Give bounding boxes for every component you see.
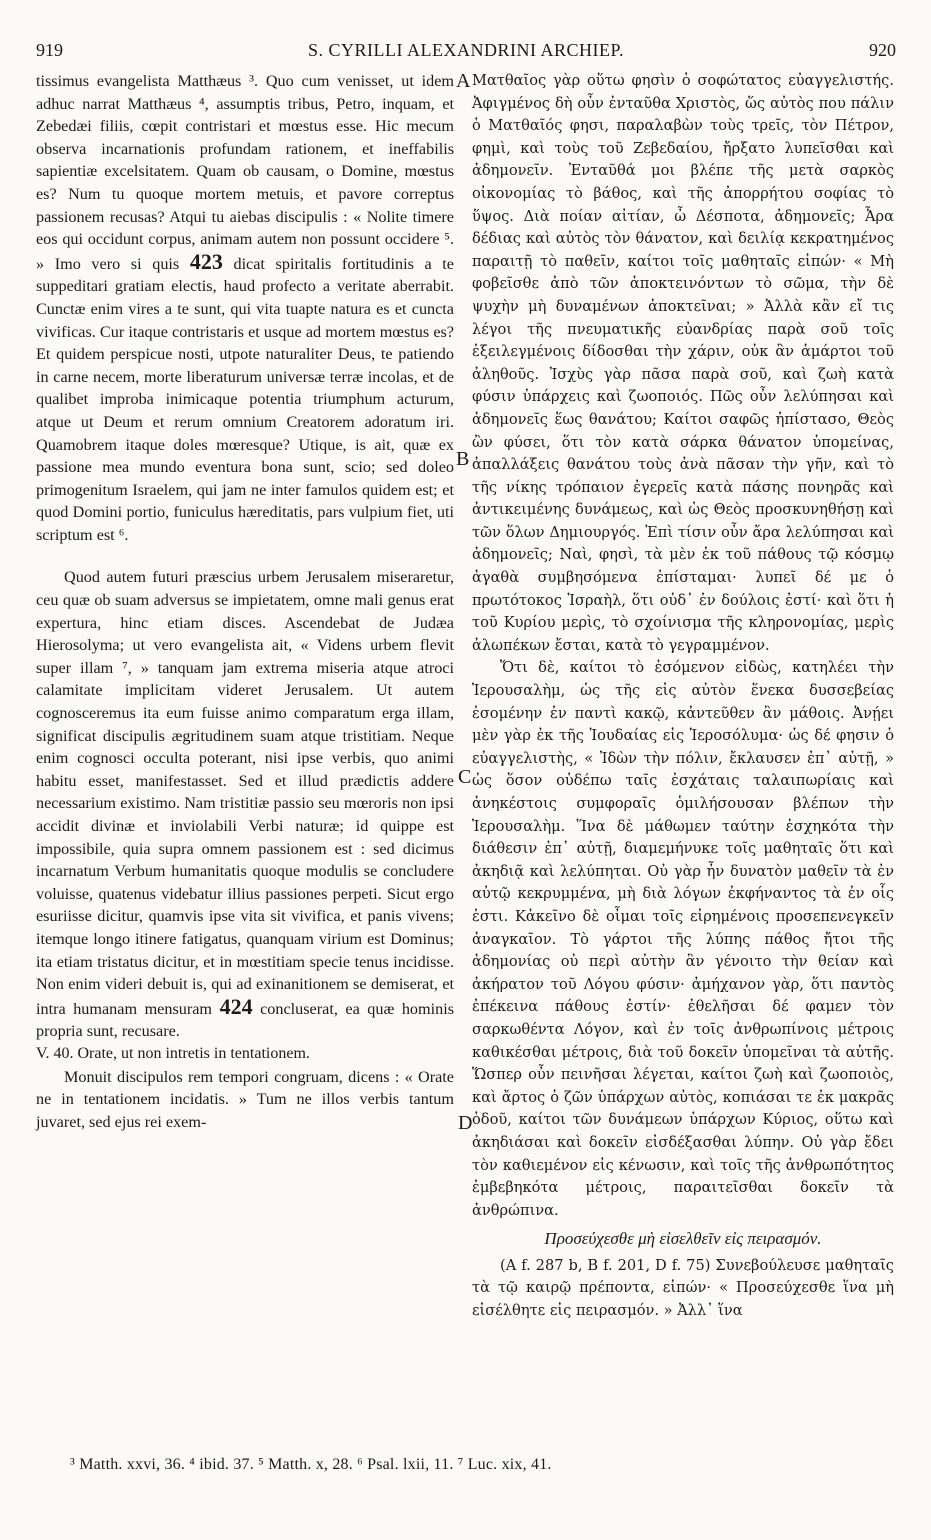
footnotes: ³ Matth. xxvi, 36. ⁴ ibid. 37. ⁵ Matth. x, 28. ⁶ Psal. lxii, 11. ⁷ Luc. xix, 41. <box>70 1456 552 1473</box>
greek-paragraph-2: Ὅτι δὲ, καίτοι τὸ ἐσόμενον εἰδὼς, κατηλέει τὴν Ἱερουσαλὴμ, ὡς τῆς εἰς αὐτὸν ἕνεκα δυσσεβείας ἐσομένην ἐν παντὶ κακῷ, κἀντεῦθεν ἂν μάθοις. Ἀνῄει μὲν γὰρ ἐκ τῆς Ἰουδαίας εἰς Ἱεροσόλυμα· ὡς δέ φησιν ὁ εὐαγγελιστὴς, « Ἰδὼν τὴν πόλιν, ἔκλαυσεν ἐπ᾽ αὐτῇ, » ὡς ὅσον οὐδέπω ταῖς ἐσχάταις ταλαιπωρίαις καὶ ἀνηκέστοις συμφοραῖς ὁμιλήσουσαν βλέπων τὴν Ἱερουσαλὴμ. Ἵνα δὲ μάθωμεν ταύτην ἐσχηκότα τὴν διάθεσιν ἐπ᾽ αὐτῇ, διαμεμήνυκε τοῖς μαθηταῖς ὅτι καὶ ἀκηδιᾷ καὶ λελύπηται. Οὐ γὰρ ἦν δυνατὸν μαθεῖν τὰ ἐν αὐτῷ κεκρυμμένα, μὴ διὰ λόγων ἐκφήναντος τὰ ἐν οἷς ἐστι. Κἀκεῖνο δὲ οἶμαι τοῖς εἰρημένοις προσεπενεγκεῖν ἀναγκαῖον. Τὸ γάρτοι τῆς λύπης πάθος ἤτοι τῆς ἀδημονίας οὐ περὶ αὐτὴν ἂν γένοιτο τὴν θείαν καὶ ἀκήρατον τοῦ Λόγου φύσιν· ἀμήχανον γὰρ, ὅτι παντὸς ἐπέκεινα πάθους ἐστίν· ἐθελῆσαι δέ φαμεν τὸν σαρκωθέντα Λόγον, καὶ ἐν τοῖς ἀνθρωπίνοις μέτροις καθικέσθαι μέτροις, διὰ τοῦ δοκεῖν ὑπομεῖναι τὰ αὐτῆς. Ὥσπερ οὖν πεινῆσαι λέγεται, καίτοι ζωὴ καὶ ζωοποιὸς, καὶ ἄρτος ὁ ζῶν ὑπάρχων αὐτὸς, κοπιάσαι τε ἐκ μακρᾶς ὁδοῦ, καίτοι τῶν δυνάμεων ὑπάρχων Κύριος, οὕτω καὶ ἀκηδιάσαι καὶ δοκεῖν εἰσδέξασθαι λύπην. Οὐ γὰρ ἔδει τὸν καθιεμένον εἰς κένωσιν, καὶ τοῖς τῆς ἀνθρωπότητος ἐμβεβηκότα μέτροις, παραιτεῖσθαι δοκεῖν τὰ ἀνθρώπινα. <box>472 659 894 1219</box>
latin-paragraph-2-part-a: Quod autem futuri præscius urbem Jerusalem miseraretur, ceu quæ ob suam adversus se impietatem, omne mali genus erat expertura, hinc etiam disces. Ascendebat de Judæa Hierosolyma; ut vero evangelista ait, « Videns urbem flevit super illam ⁷, » tanquam jam extrema miseria atque atroci calamitate implicitam videret Jerusalem. Ut autem cognosceremus ita eum fuisse animo comparatum erga illam, significat discipulis ægritudinem suam atque tristitiam. Neque enim cognosci occulta poterant, nisi ipse verbis, quo animi habitu esset, manifestasset. Sed et illud prædictis addere necessarium existimo. Nam tristitiæ passio seu mœroris non ipsi accidit divinæ et inviolabili Verbi naturæ; id quippe est impossibile, quia supra omnem passionem est : sed dicimus incarnatum Verbum humanitatis quoque modulis se concludere voluisse, quatenus videbatur illius passiones perpeti. Sicut ergo esuriisse dicitur, quamvis ipse vita sit vivifica, et panis vivens; itemque longo itinere fatigatus, quanquam virium est Dominus; ita etiam tristatus dicitur, et in mœstitiam specie tenus incidisse. Non enim videri debuit is, qui ad exinanitionem se demiserat, et intra humanam mensuram <box>36 568 454 1018</box>
greek-verse-heading: Προσεύχεσθε μὴ εἰσελθεῖν εἰς πειρασμόν. <box>544 1229 822 1249</box>
edition-page-mark-423: 423 <box>189 248 223 274</box>
greek-column <box>472 70 894 1323</box>
right-page-number: 920 <box>869 40 896 60</box>
margin-letter-c: C <box>458 766 472 788</box>
margin-letter-b: B <box>456 448 470 470</box>
margin-letter-d: D <box>458 1112 473 1134</box>
left-page-number: 919 <box>36 40 63 60</box>
latin-paragraph-1-part-a: tissimus evangelista Matthæus ³. Quo cum venisset, ut idem adhuc narrat Matthæus ⁴, assumptis tribus, Petro, inquam, et Zebedæi filiis, cœpit contristari et mœstus esse. Hic mecum observa incarnationis profundam rationem, et ineffabilis sapientiæ excelsitatem. Quam ob causam, o Domine, mœstus es? Num tu quoque mortem metuis, et pavore correptus passionem recusas? Atqui tu aiebas discipulis : « Nolite timere eos qui occidunt corpus, animam autem non possunt occidere ⁵. » Imo vero si quis <box>36 72 454 273</box>
margin-letter-a: A <box>456 70 471 92</box>
page-header <box>36 40 896 66</box>
latin-paragraph-1 <box>36 70 454 546</box>
greek-paragraph-3: (A f. 287 b, B f. 201, D f. 75) Συνεβούλευσε μαθηταῖς τὰ τῷ καιρῷ πρέποντα, εἰπών· « Προσεύχεσθε ἵνα μὴ εἰσέλθητε εἰς πειρασμόν. » Ἀλλ᾽ ἵνα <box>472 1256 894 1320</box>
greek-paragraph-1: Ματθαῖος γὰρ οὕτω φησὶν ὁ σοφώτατος εὐαγγελιστής. Ἀφιγμένος δὴ οὖν ἐνταῦθα Χριστὸς, ὥς αὐτὸς που πάλιν ὁ Ματθαῖός φησι, παραλαβὼν τοὺς τρεῖς, τὸν Πέτρον, φημὶ, καὶ τοὺς τοῦ Ζεβεδαίου, ἤρξατο λυπεῖσθαι καὶ ἀδημονεῖν. Ἐνταῦθά μοι βλέπε τῆς μετὰ σαρκὸς οἰκονομίας τὸ βάθος, καὶ τῆς ἀπορρήτου σοφίας τὸ ὕψος. Διὰ ποίαν αἰτίαν, ὦ Δέσποτα, ἀδημονεῖς; Ἆρα δέδιας καὶ αὐτὸς τὸν θάνατον, καὶ δειλίᾳ κεκρατημένος παραιτῇ τὸ παθεῖν, καίτοι τοῖς μαθηταῖς εἰπών· « Μὴ φοβεῖσθε ἀπὸ τῶν ἀποκτεινόντων τὸ σῶμα, τὴν δὲ ψυχὴν μὴ δυναμένων ἀποκτεῖναι; » Ἀλλὰ κἂν εἴ τις λέγοι τῆς πνευματικῆς εὐανδρίας παρὰ σοῦ τοῖς ἐξειλεγμένοις δίδοσθαι τὴν χάριν, οὐκ ἂν ἁμάρτοι τοῦ ἀληθοῦς. Ἰσχὺς γὰρ πᾶσα παρὰ σοῦ, καὶ ζωὴ κατὰ φύσιν ὑπάρχεις καὶ ζωοποιός. Πῶς οὖν λελύπησαι καὶ ἀδημονεῖς ἕως θανάτου; Καίτοι σαφῶς ἠπίστασο, Θεὸς ὢν φύσει, ὅτι τὸν κατὰ σάρκα θάνατον ὑπομείνας, ἀπαλλάξεις θανάτου τοὺς ἀνὰ πᾶσαν τὴν γῆν, καὶ τὸ τῆς νίκης τρόπαιον ἐγερεῖς κατὰ πάσης πονηρᾶς καὶ ἀντικειμένης δυνάμεως, καὶ ὡς Θεὸς προσκυνηθήσῃ καὶ τῶν ὅλων Δημιουργός. Ἐπὶ τίσιν οὖν ἄρα λελύπησαι καὶ ἀδημονεῖς; Ναὶ, φησὶ, τὰ μὲν ἐκ τοῦ πάθους τῷ κόσμῳ ἀγαθὰ συμβησόμενα ἐπίσταμαι· λυπεῖ δέ με ὁ πρωτότοκος Ἰσραὴλ, ὅτι οὐδ᾽ ἐν δούλοις ἐστί· καὶ ὅτι ἡ τοῦ Κυρίου μερὶς, τὸ σχοίνισμα τῆς κληρονομίας, μερὶς ἀλωπέκων ἔσται, κατὰ τὸ γεγραμμένον. <box>472 72 894 654</box>
latin-paragraph-1-part-b: dicat spiritalis fortitudinis a te suppeditari gratiam electis, haud profecto a veritate aberrabit. Cunctæ enim vires a te sunt, qui vita tuapte natura es et cuncta vivificas. Cur itaque contristaris et usque ad mortem mœstus es? Et quidem perspicue nosti, utpote naturaliter Deus, te patiendo in carne necem, morte liberaturum universæ terræ incolas, et de qualibet improba inimicaque potentia triumphum acturum, atque ut Deum et rerum omnium Creatorem adoratum iri. Quamobrem itaque doles mœresque? Utique, is ait, quæ ex passione mea mundo eventura bona sunt, scio; sed doleo primogenitum Israelem, qui jam ne inter famulos quidem est; et quod Domini portio, funiculus hæreditatis, pars vulpium fiet, uti scriptum est ⁶. <box>36 254 454 544</box>
latin-paragraph-2 <box>36 566 454 1042</box>
running-title: S. CYRILLI ALEXANDRINI ARCHIEP. <box>307 40 624 60</box>
latin-paragraph-2-part-b: concluserat, ea quæ hominis propria sunt, recusare. <box>36 999 455 1041</box>
latin-column <box>36 70 454 1133</box>
edition-page-mark-424: 424 <box>219 993 253 1019</box>
latin-verse-heading: V. 40. Orate, ut non intretis in tentationem. <box>36 1044 310 1062</box>
latin-paragraph-3: Monuit discipulos rem tempori congruam, dicens : « Orate ne in tentationem incidatis. » Tum ne illos verbis tantum juvaret, sed ejus rei exem- <box>36 1067 454 1131</box>
